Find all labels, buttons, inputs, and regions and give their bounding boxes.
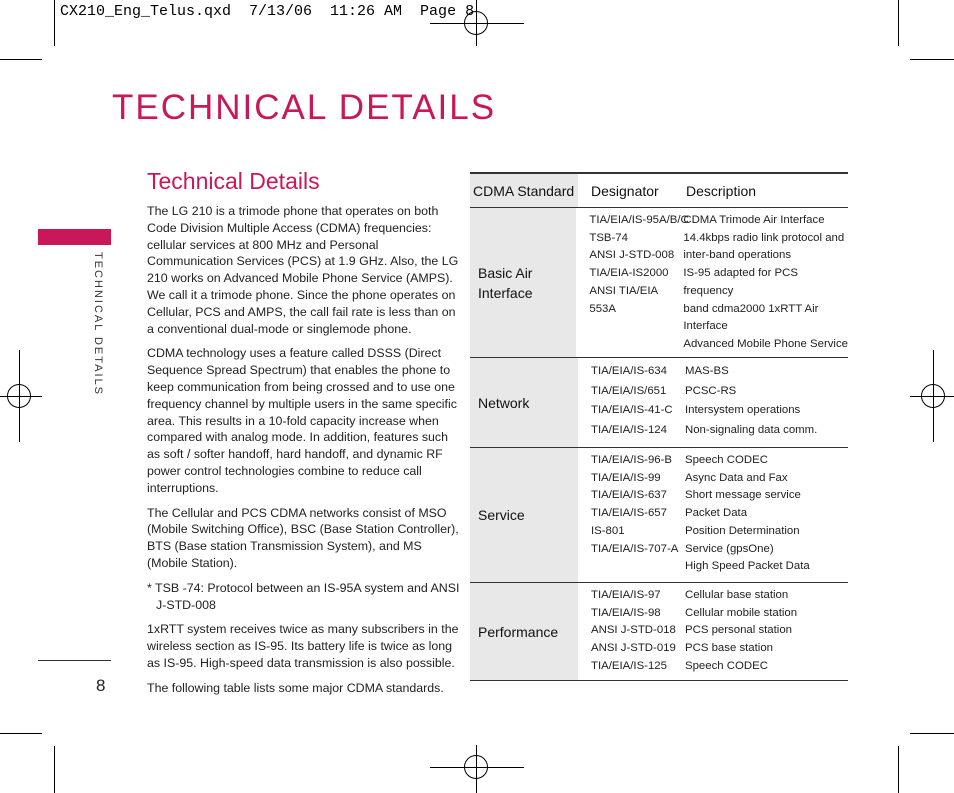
description-cell: [682, 583, 848, 680]
table-row: [470, 358, 848, 448]
designator: TIA/EIA/IS-98: [591, 606, 661, 619]
designator: ANSI TIA/EIA: [589, 284, 659, 297]
standard-cell: [470, 448, 578, 582]
description: Cellular base station: [685, 589, 789, 601]
description: High Speed Packet Data: [685, 560, 810, 573]
designator: TSB-74: [589, 231, 628, 244]
designator: ANSI J-STD-018: [591, 624, 676, 637]
designator: TIA/EIA/IS-99: [591, 471, 661, 484]
section-title: Technical Details: [147, 168, 320, 194]
registration-circle: [464, 755, 488, 779]
description: inter-band operations: [683, 249, 792, 262]
designator: TIA/EIA/IS/651: [591, 384, 667, 397]
description: Advanced Mobile Phone Service: [683, 337, 848, 350]
description: PCS personal station: [685, 624, 793, 637]
designator: 553A: [589, 302, 616, 315]
description: 14.4kbps radio link protocol and: [683, 231, 845, 244]
page-number: 8: [96, 676, 106, 695]
description: Speech CODEC: [685, 454, 768, 466]
standard-label: Performance: [478, 623, 559, 640]
description: Position Determination: [685, 524, 800, 537]
description: PCSC-RS: [685, 384, 737, 397]
designator: TIA/EIA/IS-634: [591, 365, 667, 377]
designator: TIA/EIA/IS-707-A: [591, 542, 679, 555]
description: Async Data and Fax: [685, 471, 788, 484]
column-header: Designator: [591, 182, 659, 199]
page-title: TECHNICAL DETAILS: [112, 88, 497, 127]
crop-mark: [898, 746, 899, 793]
paragraph: The Cellular and PCS CDMA networks consist of MSO (Mobile Switching Office), BSC (Base Station Controller), BTS (Base station Transmission System), and MS (Mobile Station).: [147, 505, 459, 570]
designator-cell: [576, 208, 689, 357]
crop-mark: [898, 0, 899, 46]
page-number-rule: [38, 660, 111, 661]
table-row: [470, 448, 848, 583]
designator: TIA/EIA-IS2000: [589, 267, 669, 280]
description: band cdma2000 1xRTT Air: [683, 302, 819, 315]
table-row: [470, 583, 848, 681]
designator: TIA/EIA/IS-97: [591, 589, 661, 601]
standard-label: Network: [478, 394, 530, 411]
description: PCS base station: [685, 642, 774, 655]
description: Non-signaling data comm.: [685, 423, 818, 436]
crop-mark: [54, 0, 55, 46]
designator-cell: [578, 358, 682, 447]
description: IS-95 adapted for PCS: [683, 267, 798, 280]
crop-mark: [54, 746, 55, 793]
description: Service (gpsOne): [685, 542, 774, 555]
designator-cell: [578, 448, 682, 582]
description: frequency: [683, 284, 734, 297]
designator: TIA/EIA/IS-41-C: [591, 404, 673, 417]
table-header-row: [470, 174, 848, 208]
designator: TIA/EIA/IS-124: [591, 423, 667, 436]
body-text: [147, 203, 463, 705]
standard-cell: [470, 583, 578, 680]
description-cell: [680, 208, 848, 357]
designator: TIA/EIA/IS-96-B: [591, 454, 673, 466]
designator: TIA/EIA/IS-95A/B/C: [589, 214, 689, 226]
crop-mark: [0, 59, 42, 60]
designator: IS-801: [591, 524, 625, 537]
cdma-standards-table: [470, 172, 848, 681]
registration-circle: [7, 384, 31, 408]
description: CDMA Trimode Air Interface: [683, 214, 825, 226]
table-row: [470, 208, 848, 358]
side-tab-bar: [38, 229, 111, 245]
standard-label: Service: [478, 507, 525, 523]
designator: ANSI J-STD-019: [591, 642, 676, 655]
description: Packet Data: [685, 507, 748, 520]
standard-cell: [470, 208, 576, 357]
designator: TIA/EIA/IS-637: [591, 489, 667, 502]
crop-mark: [0, 733, 42, 734]
paragraph: CDMA technology uses a feature called DSSS (Direct Sequence Spread Spectrum) that enables the phone to keep communication from being crossed and to use one frequency channel by multiple users in the same specific area. This results in a 10-fold capacity increase when compared with analog mode. In addition, features such as soft / softer handoff, hard handoff, and dynamic RF power control technologies combine to reduce call interruptions.: [147, 346, 457, 495]
paragraph: 1xRTT system receives twice as many subscribers in the wireless section as IS-95. Its battery life is twice as long as IS-95. High-speed data transmission is also possible.: [147, 622, 459, 670]
description: MAS-BS: [685, 365, 729, 377]
side-tab-label: TECHNICAL DETAILS: [92, 252, 104, 397]
description-cell: [682, 448, 848, 582]
description: Interface: [683, 320, 728, 333]
crop-mark: [910, 59, 954, 60]
designator: ANSI J-STD-008: [589, 249, 675, 262]
footnote: * TSB -74: Protocol between an IS-95A system and ANSI J-STD-008: [147, 580, 460, 612]
paragraph: The following table lists some major CDMA standards.: [147, 680, 444, 695]
designator-cell: [578, 583, 682, 680]
designator: TIA/EIA/IS-657: [591, 507, 667, 520]
standard-cell: [470, 358, 578, 447]
description: Short message service: [685, 489, 801, 502]
column-header: CDMA Standard: [470, 174, 578, 207]
description-cell: [682, 358, 848, 447]
description: Intersystem operations: [685, 404, 801, 417]
description: Speech CODEC: [685, 659, 768, 672]
paragraph: The LG 210 is a trimode phone that operates on both Code Division Multiple Access (CDMA) frequencies: cellular services at 800 MHz and Personal Communication Services (PCS) at 1.9 GHz. Also, the LG 210 works on Advanced Mobile Phone Service (AMPS). We call it a trimode phone. Since the phone operates on Cellular, PCS and AMPS, the call fail rate is less than on a conventional dual-mode or singlemode phone.: [147, 204, 459, 336]
standard-label: Basic Air Interface: [478, 264, 533, 301]
registration-circle: [921, 384, 945, 408]
print-slug: CX210_Eng_Telus.qxd 7/13/06 11:26 AM Page 8: [60, 3, 475, 20]
designator: TIA/EIA/IS-125: [591, 659, 667, 672]
crop-mark: [910, 733, 954, 734]
column-header: Description: [686, 182, 757, 199]
description: Cellular mobile station: [685, 606, 798, 619]
